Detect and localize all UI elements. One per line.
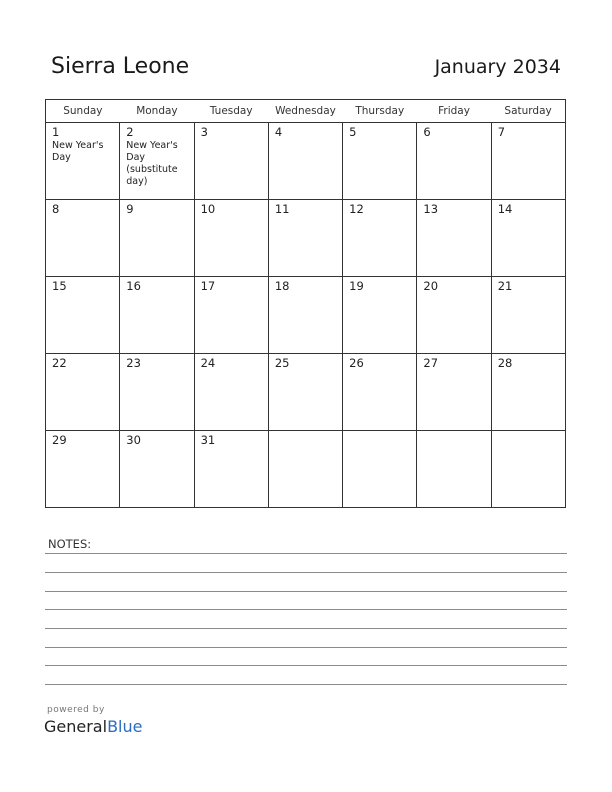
day-cell xyxy=(268,277,342,354)
day-number: 13 xyxy=(423,202,439,216)
week-row xyxy=(46,123,566,200)
day-number: 29 xyxy=(52,433,67,447)
weekday-header: Monday xyxy=(120,100,194,123)
day-number: 4 xyxy=(274,125,283,139)
day-number: 22 xyxy=(52,356,67,370)
day-cell xyxy=(343,354,417,431)
day-number: 8 xyxy=(52,202,60,216)
day-number: 30 xyxy=(126,433,141,447)
week-row xyxy=(46,277,566,354)
day-number: 25 xyxy=(274,356,290,370)
notes-line xyxy=(45,591,567,592)
day-cell xyxy=(268,431,342,508)
day-number: 31 xyxy=(200,433,216,447)
day-cell xyxy=(46,277,120,354)
weekday-header: Wednesday xyxy=(268,100,342,123)
calendar-country-title: Sierra Leone xyxy=(51,54,190,79)
week-row xyxy=(46,200,566,277)
weekday-header: Sunday xyxy=(46,100,120,123)
day-cell xyxy=(46,354,120,431)
day-number: 23 xyxy=(126,356,141,370)
day-cell xyxy=(343,277,417,354)
notes-line xyxy=(45,572,567,573)
brand-logo[interactable] xyxy=(44,717,142,736)
day-number: 12 xyxy=(349,202,364,216)
day-number: 21 xyxy=(497,279,513,293)
weekday-header: Tuesday xyxy=(194,100,268,123)
day-cell xyxy=(120,123,194,200)
day-cell xyxy=(417,431,491,508)
day-number: 1 xyxy=(52,125,60,139)
day-number: 27 xyxy=(423,356,439,370)
notes-line xyxy=(45,609,567,610)
day-number: 9 xyxy=(126,202,134,216)
day-cell xyxy=(491,354,565,431)
brand-name-blue: Blue xyxy=(107,717,143,736)
day-cell xyxy=(194,200,268,277)
holiday-label: New Year's Day xyxy=(52,140,104,163)
day-cell xyxy=(491,431,565,508)
day-number: 6 xyxy=(423,125,431,139)
day-cell xyxy=(491,277,565,354)
day-number: 11 xyxy=(274,202,290,216)
day-cell xyxy=(46,431,120,508)
notes-line xyxy=(45,684,567,685)
day-cell xyxy=(120,431,194,508)
day-number: 20 xyxy=(423,279,439,293)
day-number: 24 xyxy=(200,356,216,370)
day-cell xyxy=(268,123,342,200)
notes-line xyxy=(45,647,567,648)
week-row xyxy=(46,431,566,508)
day-cell xyxy=(417,354,491,431)
day-number: 19 xyxy=(349,279,364,293)
holiday-label: New Year's Day (substitute day) xyxy=(126,140,178,187)
day-cell xyxy=(417,123,491,200)
day-number: 16 xyxy=(126,279,141,293)
day-cell xyxy=(194,354,268,431)
day-cell xyxy=(194,431,268,508)
day-cell xyxy=(194,277,268,354)
day-cell xyxy=(46,200,120,277)
weekday-header: Saturday xyxy=(491,100,565,123)
day-number: 26 xyxy=(349,356,364,370)
powered-by-label: powered by xyxy=(47,705,105,715)
weekday-header-row xyxy=(46,100,566,123)
brand-name-general: General xyxy=(44,717,108,736)
day-number: 15 xyxy=(52,279,67,293)
day-cell xyxy=(268,354,342,431)
day-cell xyxy=(491,123,565,200)
day-cell xyxy=(343,123,417,200)
notes-line xyxy=(45,628,567,629)
day-number: 28 xyxy=(497,356,513,370)
day-number: 7 xyxy=(497,125,506,139)
day-number: 14 xyxy=(497,202,513,216)
notes-line xyxy=(45,553,567,554)
day-cell xyxy=(417,277,491,354)
notes-line xyxy=(45,665,567,666)
calendar-grid xyxy=(45,99,566,508)
day-cell xyxy=(120,354,194,431)
day-cell xyxy=(343,200,417,277)
day-number: 2 xyxy=(126,125,134,139)
calendar-month-title: January 2034 xyxy=(434,56,561,78)
day-cell xyxy=(46,123,120,200)
day-number: 10 xyxy=(200,202,216,216)
day-cell xyxy=(268,200,342,277)
day-cell xyxy=(343,431,417,508)
day-number: 17 xyxy=(200,279,216,293)
weekday-header: Friday xyxy=(417,100,491,123)
week-row xyxy=(46,354,566,431)
day-cell xyxy=(120,277,194,354)
day-number: 3 xyxy=(200,125,208,139)
day-cell xyxy=(417,200,491,277)
notes-label: NOTES: xyxy=(48,537,92,551)
day-number: 18 xyxy=(274,279,290,293)
day-number: 5 xyxy=(349,125,357,139)
weekday-header: Thursday xyxy=(343,100,417,123)
day-cell xyxy=(491,200,565,277)
day-cell xyxy=(194,123,268,200)
day-cell xyxy=(120,200,194,277)
